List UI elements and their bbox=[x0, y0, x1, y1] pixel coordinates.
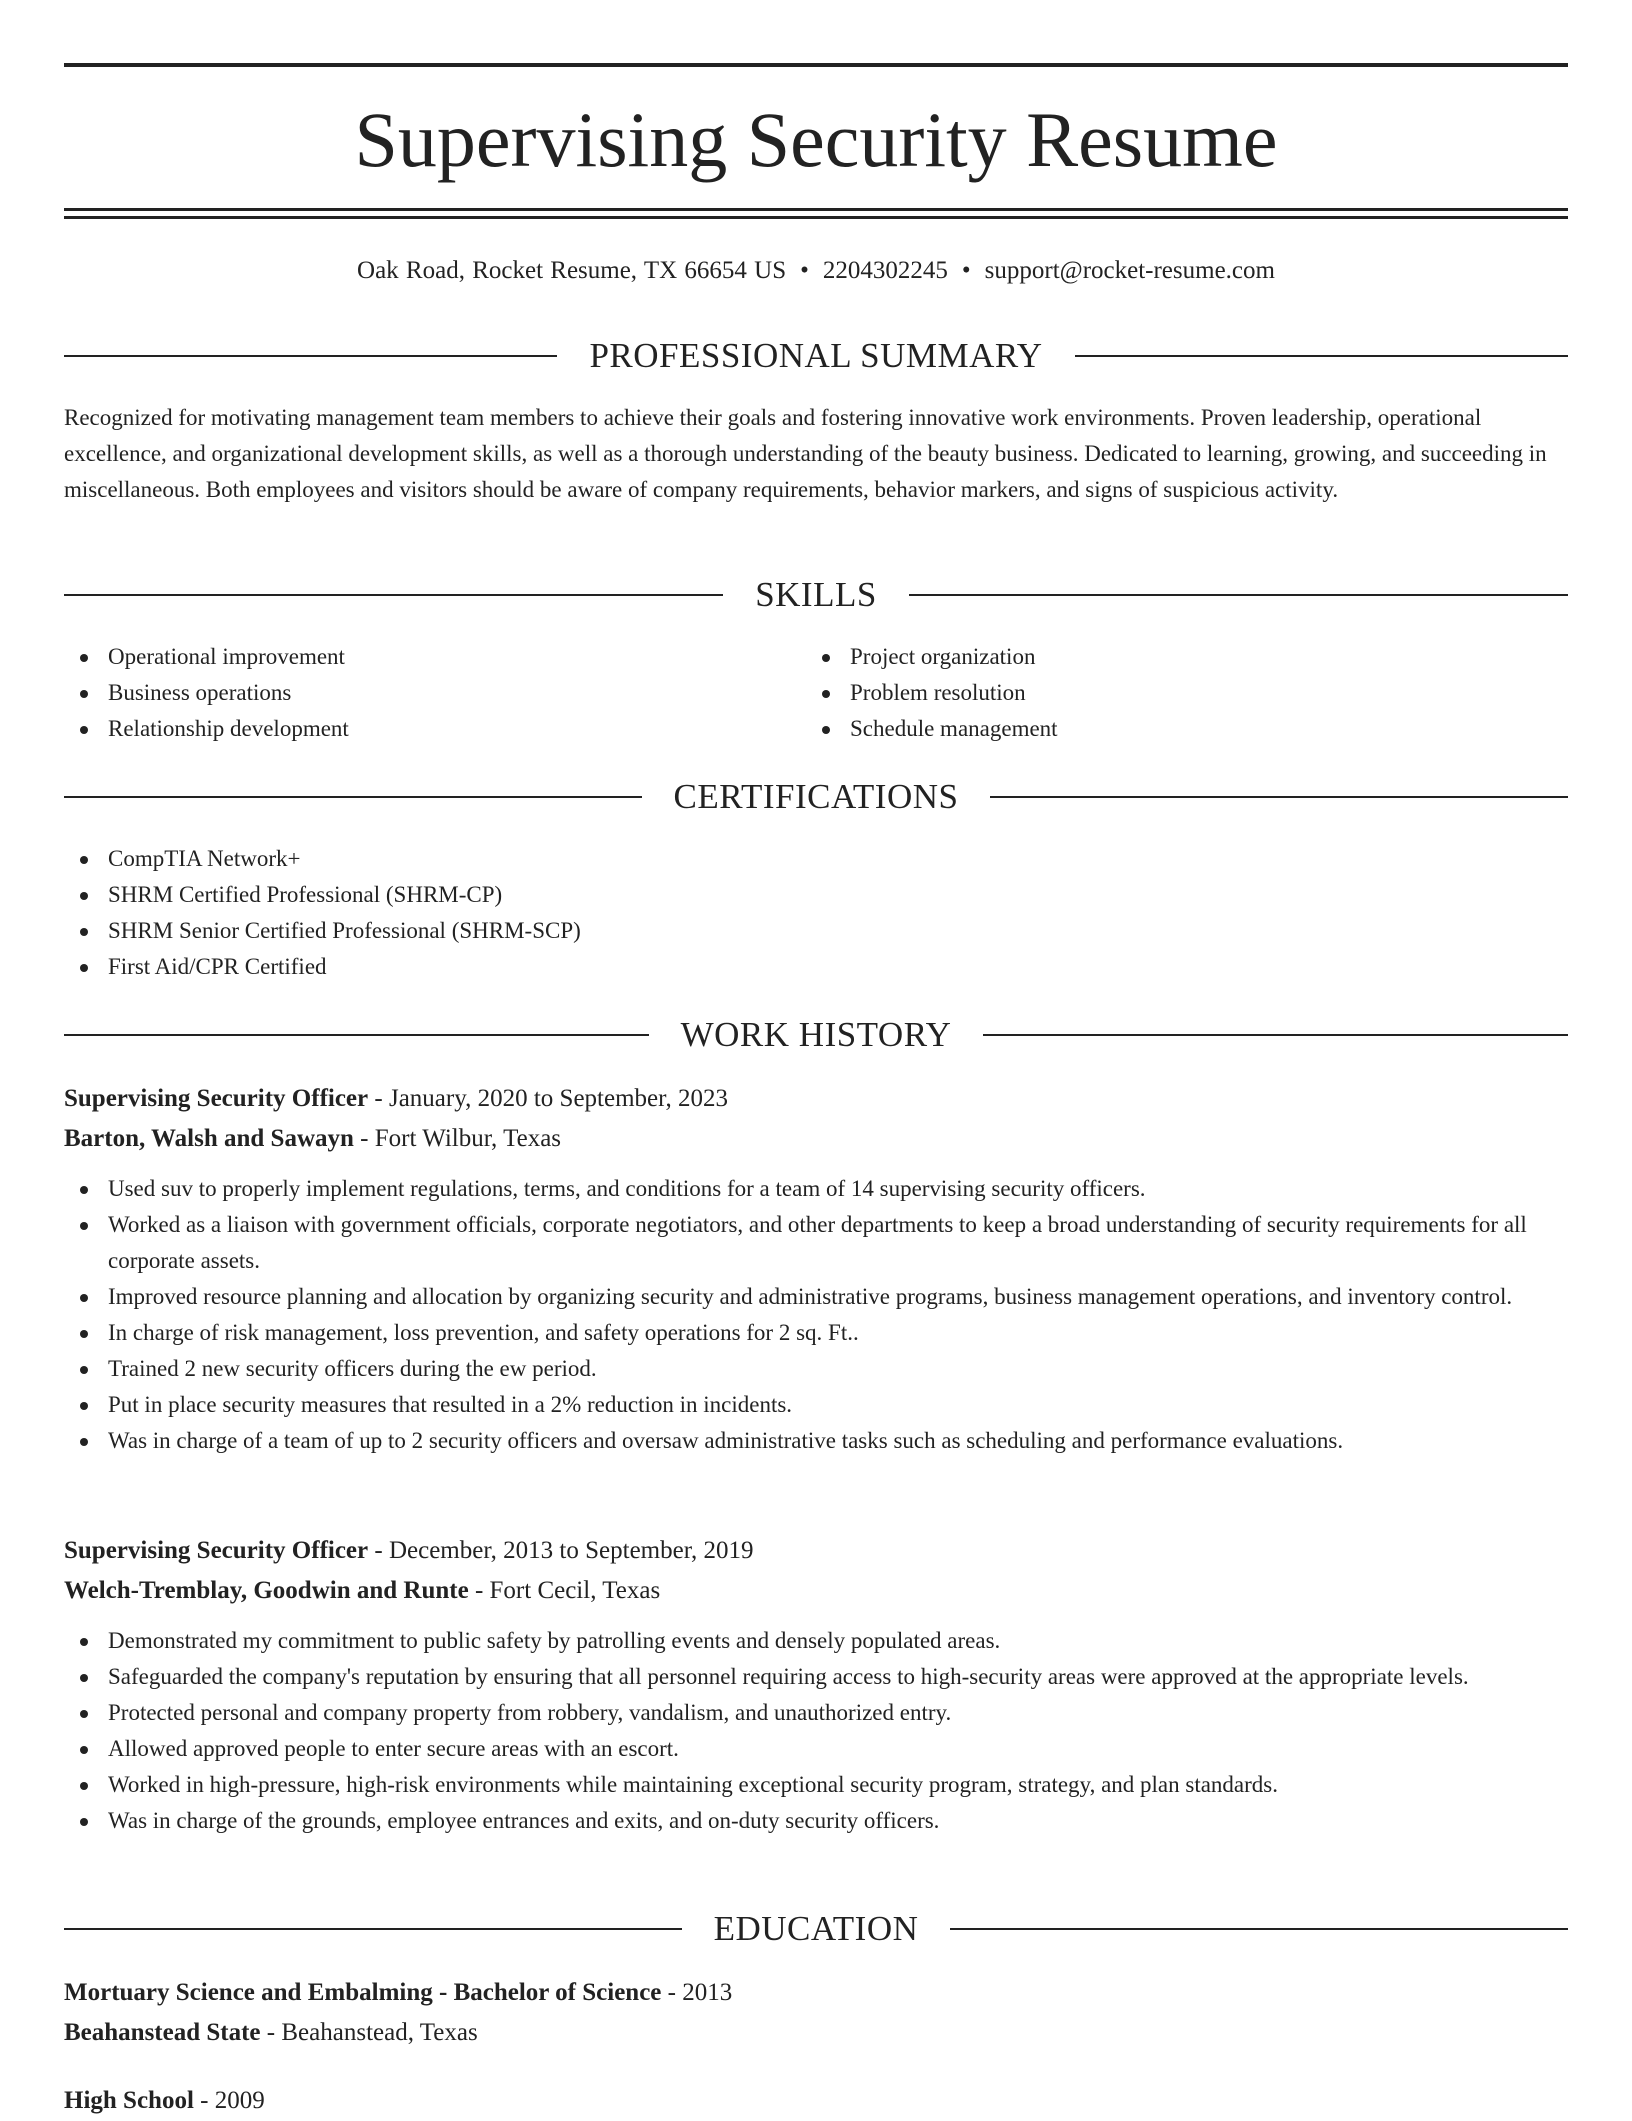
skill-item: Operational improvement bbox=[64, 639, 784, 675]
top-rule bbox=[64, 63, 1568, 67]
job-duty: Safeguarded the company's reputation by ensuring that all personnel requiring access to high-security areas were approved at the appropriate levels. bbox=[64, 1659, 1568, 1695]
job-location: - Fort Cecil, Texas bbox=[468, 1577, 661, 1604]
skill-item: Relationship development bbox=[64, 711, 784, 747]
job-duty: Was in charge of a team of up to 2 security officers and oversaw administrative tasks such as scheduling and performance evaluations. bbox=[64, 1423, 1568, 1459]
job-location: - Fort Wilbur, Texas bbox=[353, 1125, 562, 1152]
job-title: Supervising Security Officer bbox=[64, 1537, 369, 1564]
job-entry bbox=[64, 1079, 1568, 1459]
education-year: - 2013 bbox=[661, 1979, 733, 2006]
education-degree: Mortuary Science and Embalming - Bachelor of Science bbox=[64, 1979, 662, 2006]
education-degree-line bbox=[64, 1973, 1568, 2013]
job-duty: Improved resource planning and allocation by organizing security and administrative programs, business management operations, and inventory control. bbox=[64, 1279, 1568, 1315]
contact-email[interactable]: support@rocket-resume.com bbox=[984, 257, 1275, 284]
job-title-line bbox=[64, 1079, 1568, 1119]
education-school-line bbox=[64, 2013, 1568, 2053]
job-duty: Allowed approved people to enter secure areas with an escort. bbox=[64, 1731, 1568, 1767]
job-company-line bbox=[64, 1119, 1568, 1159]
resume-title: Supervising Security Resume bbox=[354, 96, 1278, 183]
heading-rule-left bbox=[64, 594, 723, 596]
contact-separator: • bbox=[800, 257, 809, 284]
education-location: - Beahanstead, Texas bbox=[260, 2019, 478, 2046]
heading-rule-left bbox=[64, 355, 557, 357]
job-duty: In charge of risk management, loss prevention, and safety operations for 2 sq. Ft.. bbox=[64, 1315, 1568, 1351]
skill-item: Problem resolution bbox=[806, 675, 1526, 711]
title-rule-lower bbox=[64, 216, 1568, 219]
job-duty: Demonstrated my commitment to public safety by patrolling events and densely populated areas. bbox=[64, 1623, 1568, 1659]
work-history-heading bbox=[64, 1013, 1568, 1057]
skills-heading bbox=[64, 573, 1568, 617]
job-duties-list bbox=[64, 1623, 1568, 1839]
job-duty: Worked as a liaison with government officials, corporate negotiators, and other departments to keep a broad understanding of security requirements for all corporate assets. bbox=[64, 1207, 1568, 1279]
education-entry bbox=[64, 1973, 1568, 2053]
heading-rule-right bbox=[990, 796, 1568, 798]
education-heading bbox=[64, 1907, 1568, 1951]
certification-item: SHRM Senior Certified Professional (SHRM-SCP) bbox=[64, 913, 1568, 949]
job-title-line bbox=[64, 1531, 1568, 1571]
job-dates: - December, 2013 to September, 2019 bbox=[368, 1537, 754, 1564]
heading-rule-right bbox=[1075, 355, 1568, 357]
skill-item: Project organization bbox=[806, 639, 1526, 675]
education-heading-label: EDUCATION bbox=[713, 1909, 919, 1948]
title-rule-upper bbox=[64, 208, 1568, 211]
certifications-heading-label: CERTIFICATIONS bbox=[673, 777, 959, 816]
skill-item: Business operations bbox=[64, 675, 784, 711]
heading-rule-left bbox=[64, 1928, 682, 1930]
heading-rule-right bbox=[983, 1034, 1568, 1036]
skills-list-right bbox=[806, 639, 1526, 747]
summary-text: Recognized for motivating management team members to achieve their goals and fostering innovative work environments. Proven leadership, operational excellence, and organizational development skills, as well as a thorough understanding of the beauty business. Dedicated to learning, growing, and succeeding in miscellaneous. Both employees and visitors should be aware of company requirements, behavior markers, and signs of suspicious activity. bbox=[64, 405, 1547, 502]
contact-phone: 2204302245 bbox=[822, 257, 948, 284]
heading-rule-right bbox=[950, 1928, 1568, 1930]
job-company: Barton, Walsh and Sawayn bbox=[64, 1125, 354, 1152]
job-duty: Worked in high-pressure, high-risk environments while maintaining exceptional security program, strategy, and plan standards. bbox=[64, 1767, 1568, 1803]
certifications-list bbox=[64, 841, 1568, 985]
certification-item: CompTIA Network+ bbox=[64, 841, 1568, 877]
education-degree: High School bbox=[64, 2087, 194, 2114]
work-history-heading-label: WORK HISTORY bbox=[680, 1015, 952, 1054]
summary-heading-label: PROFESSIONAL SUMMARY bbox=[589, 336, 1043, 375]
skills-heading-label: SKILLS bbox=[755, 575, 877, 614]
summary-heading bbox=[64, 334, 1568, 378]
job-company-line bbox=[64, 1571, 1568, 1611]
job-duties-list bbox=[64, 1171, 1568, 1459]
skill-item: Schedule management bbox=[806, 711, 1526, 747]
job-duty: Trained 2 new security officers during the ew period. bbox=[64, 1351, 1568, 1387]
heading-rule-left bbox=[64, 796, 642, 798]
job-title: Supervising Security Officer bbox=[64, 1085, 369, 1112]
job-entry bbox=[64, 1531, 1568, 1839]
job-duty: Used suv to properly implement regulations, terms, and conditions for a team of 14 supervising security officers. bbox=[64, 1171, 1568, 1207]
job-duty: Protected personal and company property from robbery, vandalism, and unauthorized entry. bbox=[64, 1695, 1568, 1731]
certification-item: First Aid/CPR Certified bbox=[64, 949, 1568, 985]
job-dates: - January, 2020 to September, 2023 bbox=[368, 1085, 728, 1112]
certifications-heading bbox=[64, 775, 1568, 819]
contact-separator: • bbox=[961, 257, 971, 284]
heading-rule-right bbox=[909, 594, 1568, 596]
education-year: - 2009 bbox=[193, 2087, 265, 2114]
certification-item: SHRM Certified Professional (SHRM-CP) bbox=[64, 877, 1568, 913]
education-degree-line bbox=[64, 2081, 1568, 2121]
heading-rule-left bbox=[64, 1034, 649, 1036]
job-company: Welch-Tremblay, Goodwin and Runte bbox=[64, 1577, 469, 1604]
skills-list-left bbox=[64, 639, 784, 747]
contact-address: Oak Road, Rocket Resume, TX 66654 US bbox=[357, 257, 787, 284]
job-duty: Was in charge of the grounds, employee entrances and exits, and on-duty security officers. bbox=[64, 1803, 1568, 1839]
education-entry bbox=[64, 2081, 1568, 2121]
job-duty: Put in place security measures that resulted in a 2% reduction in incidents. bbox=[64, 1387, 1568, 1423]
education-school: Beahanstead State bbox=[64, 2019, 261, 2046]
contact-line bbox=[0, 253, 1632, 289]
